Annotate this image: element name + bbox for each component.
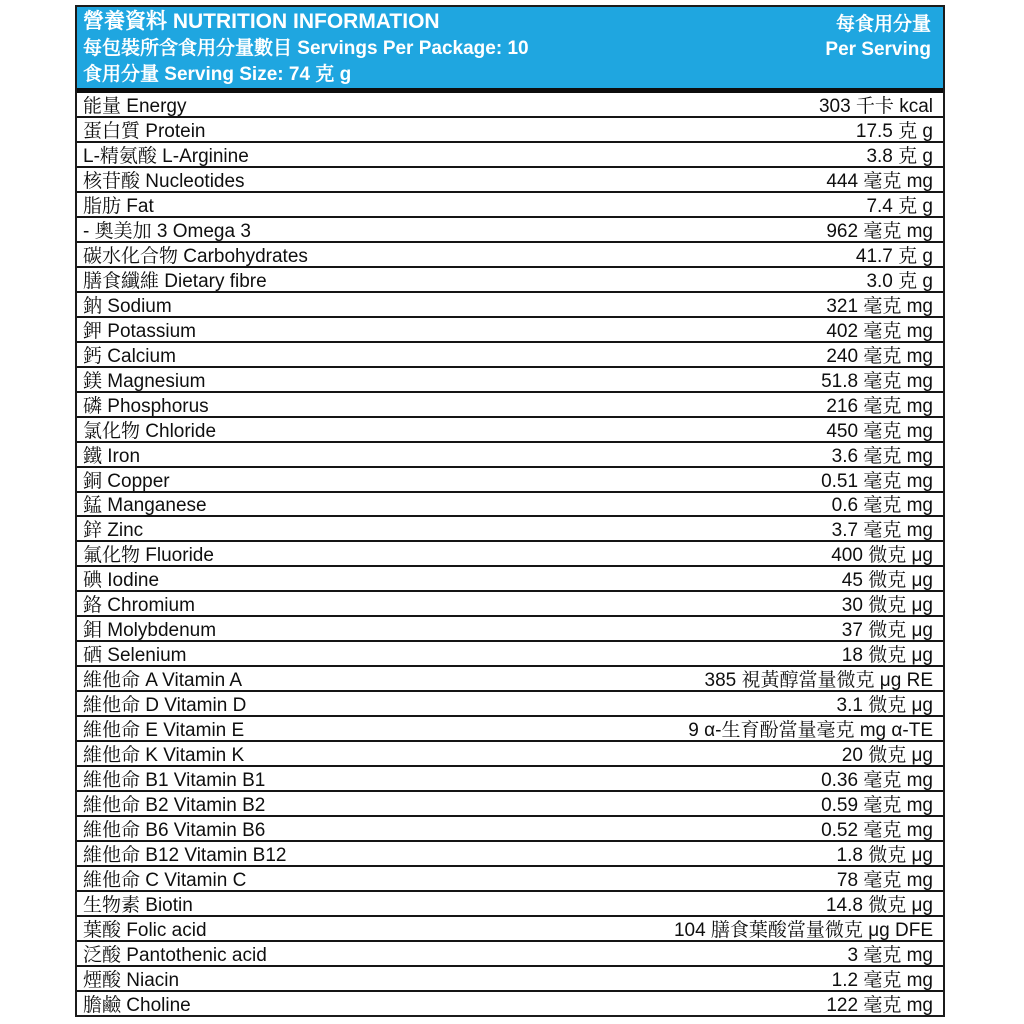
nutrient-row [77, 118, 943, 143]
nutrient-row [77, 318, 943, 343]
per-serving-header [825, 7, 943, 88]
nutrient-value: 30 微克 μg [841, 595, 933, 617]
nutrient-row [77, 692, 943, 717]
nutrient-row [77, 542, 943, 567]
nutrient-row [77, 717, 943, 742]
nutrient-label: 生物素 Biotin [83, 894, 193, 916]
nutrient-row [77, 418, 943, 443]
nutrient-value: 0.59 毫克 mg [821, 795, 933, 817]
nutrient-label: 維他命 B2 Vitamin B2 [83, 795, 266, 817]
nutrient-label: 膳食纖維 Dietary fibre [83, 270, 267, 292]
table-title: 營養資料 NUTRITION INFORMATION [83, 10, 440, 33]
serving-size-line: 食用分量 Serving Size: 74 克 g [83, 64, 352, 85]
nutrient-row [77, 268, 943, 293]
nutrient-value: 3.7 毫克 mg [831, 520, 933, 542]
nutrient-label: 錳 Manganese [83, 495, 207, 517]
nutrient-label: 蛋白質 Protein [83, 120, 206, 142]
nutrient-label: 維他命 D Vitamin D [83, 695, 247, 717]
nutrient-label: 葉酸 Folic acid [83, 919, 207, 941]
nutrient-label: 氯化物 Chloride [83, 420, 217, 442]
nutrient-label: L-精氨酸 L-Arginine [83, 145, 249, 167]
nutrient-label: 硒 Selenium [83, 645, 187, 667]
nutrient-label: 能量 Energy [83, 95, 187, 117]
nutrient-label: 維他命 A Vitamin A [83, 670, 243, 692]
nutrient-label: 脂肪 Fat [83, 195, 154, 217]
nutrient-label: 維他命 K Vitamin K [83, 745, 245, 767]
nutrient-row [77, 817, 943, 842]
nutrient-value: 0.51 毫克 mg [821, 470, 933, 492]
nutrient-label: 碳水化合物 Carbohydrates [83, 245, 308, 267]
nutrient-value: 240 毫克 mg [826, 345, 933, 367]
nutrient-value: 450 毫克 mg [826, 420, 933, 442]
servings-per-package-line: 每包裝所含食用分量數目 Servings Per Package: 10 [83, 37, 529, 59]
nutrient-label: 膽鹼 Choline [83, 994, 191, 1015]
nutrient-row [77, 892, 943, 917]
nutrient-row [77, 368, 943, 393]
nutrient-row [77, 942, 943, 967]
nutrient-value: 402 毫克 mg [826, 320, 933, 342]
nutrient-value: 20 微克 μg [841, 745, 933, 767]
nutrient-row [77, 792, 943, 817]
nutrient-row [77, 493, 943, 518]
nutrient-value: 3.0 克 g [866, 270, 933, 292]
nutrient-row [77, 967, 943, 992]
nutrient-value: 3 毫克 mg [847, 944, 933, 966]
nutrient-value: 962 毫克 mg [826, 220, 933, 242]
nutrient-row [77, 842, 943, 867]
nutrient-row [77, 667, 943, 692]
nutrient-value: 0.36 毫克 mg [821, 770, 933, 792]
nutrient-row [77, 393, 943, 418]
nutrient-label: 鐵 Iron [83, 445, 141, 467]
nutrient-value: 3.1 微克 μg [836, 695, 933, 717]
nutrient-label: 煙酸 Niacin [83, 969, 180, 991]
nutrient-value: 14.8 微克 μg [825, 894, 933, 916]
nutrient-value: 37 微克 μg [841, 620, 933, 642]
nutrient-value: 3.8 克 g [866, 145, 933, 167]
nutrient-label: 維他命 C Vitamin C [83, 870, 247, 892]
nutrient-row [77, 592, 943, 617]
nutrient-row [77, 917, 943, 942]
nutrient-label: 維他命 B6 Vitamin B6 [83, 820, 266, 842]
nutrient-value: 17.5 克 g [855, 120, 933, 142]
nutrient-label: 磷 Phosphorus [83, 395, 209, 417]
nutrient-row [77, 168, 943, 193]
nutrient-row [77, 642, 943, 667]
nutrient-value: 45 微克 μg [841, 570, 933, 592]
nutrient-row [77, 443, 943, 468]
nutrient-row [77, 193, 943, 218]
nutrient-label: 鈣 Calcium [83, 345, 176, 367]
nutrient-label: 鋅 Zinc [83, 520, 144, 542]
nutrient-row [77, 218, 943, 243]
nutrient-row [77, 617, 943, 642]
nutrient-label: 碘 Iodine [83, 570, 160, 592]
nutrient-label: 維他命 E Vitamin E [83, 720, 245, 742]
nutrient-label: 鉻 Chromium [83, 595, 195, 617]
nutrient-label: 核苷酸 Nucleotides [83, 170, 245, 192]
nutrient-value: 303 千卡 kcal [818, 95, 933, 117]
nutrient-value: 444 毫克 mg [826, 170, 933, 192]
nutrient-value: 216 毫克 mg [826, 395, 933, 417]
nutrient-value: 3.6 毫克 mg [831, 445, 933, 467]
nutrient-label: 維他命 B12 Vitamin B12 [83, 845, 287, 867]
nutrient-value: 9 α-生育酚當量毫克 mg α-TE [688, 720, 933, 742]
per-serving-zh-label: 每食用分量 [835, 14, 931, 35]
nutrient-value: 51.8 毫克 mg [821, 370, 933, 392]
nutrient-label: 鎂 Magnesium [83, 370, 206, 392]
table-header-left [77, 7, 529, 88]
nutrient-row [77, 143, 943, 168]
nutrient-value: 0.52 毫克 mg [821, 820, 933, 842]
nutrient-value: 1.2 毫克 mg [831, 969, 933, 991]
nutrient-label: 泛酸 Pantothenic acid [83, 944, 267, 966]
nutrient-row [77, 992, 943, 1015]
nutrient-row [77, 767, 943, 792]
nutrient-label: 鉀 Potassium [83, 320, 196, 342]
nutrient-value: 78 毫克 mg [836, 870, 933, 892]
nutrient-row [77, 867, 943, 892]
nutrient-label: 銅 Copper [83, 470, 170, 492]
nutrient-row [77, 343, 943, 368]
nutrient-value: 1.8 微克 μg [836, 845, 933, 867]
nutrient-value: 0.6 毫克 mg [831, 495, 933, 517]
nutrition-table [75, 5, 945, 1017]
nutrient-value: 7.4 克 g [866, 195, 933, 217]
nutrient-value: 122 毫克 mg [826, 994, 933, 1015]
nutrient-label: 鉬 Molybdenum [83, 620, 217, 642]
nutrient-value: 41.7 克 g [855, 245, 933, 267]
nutrient-row [77, 742, 943, 767]
nutrient-value: 385 視黃醇當量微克 μg RE [704, 670, 933, 692]
nutrient-label: 氟化物 Fluoride [83, 545, 214, 567]
nutrient-label: 維他命 B1 Vitamin B1 [83, 770, 266, 792]
nutrient-value: 104 膳食葉酸當量微克 μg DFE [673, 919, 933, 941]
nutrient-row [77, 93, 943, 118]
nutrient-row [77, 468, 943, 493]
table-header [77, 7, 943, 93]
nutrient-label: - 奧美加 3 Omega 3 [83, 220, 251, 242]
nutrient-rows [77, 93, 943, 1015]
nutrient-value: 400 微克 μg [831, 545, 933, 567]
nutrient-row [77, 243, 943, 268]
nutrient-row [77, 567, 943, 592]
nutrient-row [77, 293, 943, 318]
nutrient-value: 18 微克 μg [841, 645, 933, 667]
nutrient-row [77, 517, 943, 542]
per-serving-en-label: Per Serving [825, 39, 931, 60]
nutrient-value: 321 毫克 mg [826, 295, 933, 317]
nutrient-label: 鈉 Sodium [83, 295, 172, 317]
